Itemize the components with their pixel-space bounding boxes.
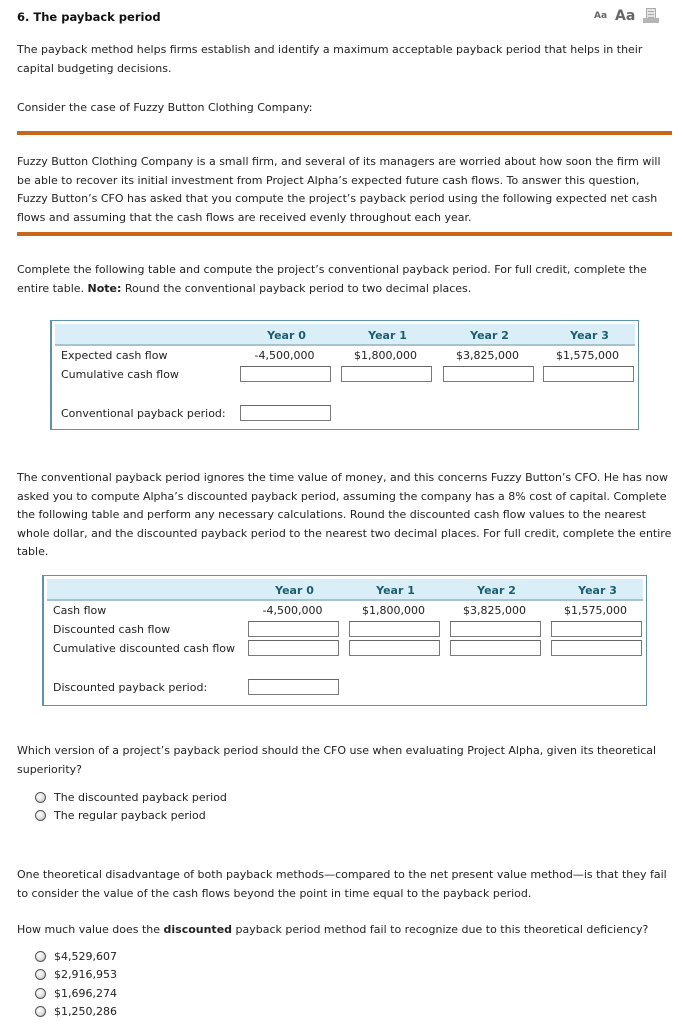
radio-button[interactable] — [35, 810, 46, 821]
discounted-cash-flow-year-0-input[interactable] — [248, 621, 339, 637]
cash-flow-year-0: -4,500,000 — [262, 604, 323, 617]
col-year-2: Year 2 — [477, 584, 516, 597]
radio-button[interactable] — [35, 951, 46, 962]
discounted-payback-input[interactable] — [248, 679, 339, 695]
radio-button[interactable] — [35, 792, 46, 803]
table-header — [55, 324, 635, 346]
intro-paragraph: The payback method helps firms establish and identify a maximum acceptable payback period that helps in their capital budgeting decisions. — [17, 43, 643, 75]
question-payback-version: Which version of a project’s payback period should the CFO use when evaluating Project Alpha, given its theoretical superiority? — [17, 744, 657, 776]
discounted-cash-flow-year-3-input[interactable] — [551, 621, 642, 637]
discounted-cash-flow-year-1-input[interactable] — [349, 621, 440, 637]
row-label-cumulative-discounted-cash-flow: Cumulative discounted cash flow — [53, 642, 235, 655]
cash-flow-year-2: $3,825,000 — [463, 604, 526, 617]
col-year-3: Year 3 — [570, 329, 609, 342]
cumulative-discounted-cash-flow-year-1-input[interactable] — [349, 640, 440, 656]
cumulative-cash-flow-year-1-input[interactable] — [341, 366, 432, 382]
col-year-1: Year 1 — [376, 584, 415, 597]
row-label-expected-cash-flow: Expected cash flow — [61, 349, 168, 362]
conventional-payback-table — [50, 320, 639, 430]
conventional-payback-input[interactable] — [240, 405, 331, 421]
radio-button[interactable] — [35, 1006, 46, 1017]
col-year-1: Year 1 — [368, 329, 407, 342]
disadvantage-text: One theoretical disadvantage of both payback methods—compared to the net present value method—is that they fail to consider the value of the cash flows beyond the point in time equal to the payback period. — [17, 868, 667, 900]
divider-top — [17, 131, 672, 135]
question-title: 6. The payback period — [17, 10, 161, 24]
row-label-cash-flow: Cash flow — [53, 604, 107, 617]
expected-cash-flow-year-0: -4,500,000 — [254, 349, 315, 362]
question-unrecognized-value: How much value does the discounted payback period method fail to recognize due to this theoretical deficiency? — [17, 923, 649, 936]
font-large-button[interactable]: Aa — [615, 8, 636, 24]
col-year-3: Year 3 — [578, 584, 617, 597]
radio-button[interactable] — [35, 969, 46, 980]
cumulative-discounted-cash-flow-year-2-input[interactable] — [450, 640, 541, 656]
case-intro: Consider the case of Fuzzy Button Clothing Company: — [17, 101, 313, 114]
cumulative-cash-flow-year-0-input[interactable] — [240, 366, 331, 382]
expected-cash-flow-year-1: $1,800,000 — [354, 349, 417, 362]
instructions-conventional: Complete the following table and compute the project’s conventional payback period. For full credit, complete the entire table. Note: Round the conventional payback period to two decimal places. — [17, 263, 647, 295]
cumulative-cash-flow-year-3-input[interactable] — [543, 366, 634, 382]
col-year-0: Year 0 — [275, 584, 314, 597]
option-value-4[interactable]: $1,250,286 — [35, 1005, 117, 1018]
col-year-0: Year 0 — [267, 329, 306, 342]
option-value-2[interactable]: $2,916,953 — [35, 968, 117, 981]
divider-bottom — [17, 232, 672, 236]
print-icon[interactable] — [643, 8, 659, 24]
option-discounted-payback[interactable]: The discounted payback period — [35, 791, 227, 804]
cash-flow-year-3: $1,575,000 — [564, 604, 627, 617]
font-small-button[interactable]: Aa — [594, 11, 608, 21]
cash-flow-year-1: $1,800,000 — [362, 604, 425, 617]
row-label-cumulative-cash-flow: Cumulative cash flow — [61, 368, 179, 381]
emphasis-discounted: discounted — [163, 923, 233, 936]
scenario-text: Fuzzy Button Clothing Company is a small firm, and several of its managers are worried about how soon the firm will be able to recover its initial investment from Project Alpha’s expected future cash flows. To answer this question, Fuzzy Button’s CFO has asked that you compute the project’s payback period using the following expected net cash flows and assuming that the cash flows are received evenly throughout each year. — [17, 155, 661, 224]
table-header — [47, 579, 643, 601]
radio-button[interactable] — [35, 988, 46, 999]
option-value-1[interactable]: $4,529,607 — [35, 950, 117, 963]
cumulative-discounted-cash-flow-year-3-input[interactable] — [551, 640, 642, 656]
expected-cash-flow-year-2: $3,825,000 — [456, 349, 519, 362]
discounted-payback-table — [42, 575, 647, 706]
row-label-discounted-cash-flow: Discounted cash flow — [53, 623, 171, 636]
cumulative-cash-flow-year-2-input[interactable] — [443, 366, 534, 382]
discounted-cash-flow-year-2-input[interactable] — [450, 621, 541, 637]
option-value-3[interactable]: $1,696,274 — [35, 987, 117, 1000]
conventional-payback-label: Conventional payback period: — [61, 407, 226, 420]
toolbar — [594, 8, 659, 24]
option-regular-payback[interactable]: The regular payback period — [35, 809, 206, 822]
note-label: Note: — [87, 281, 122, 295]
col-year-2: Year 2 — [470, 329, 509, 342]
instructions-discounted: The conventional payback period ignores the time value of money, and this concerns Fuzzy Button’s CFO. He has now asked you to compute Alpha’s discounted payback period, assuming the company has a 8% cost of capital. Complete the following table and perform any necessary calculations. Round the discounted cash flow values to the nearest whole dollar, and the discounted payback period to the nearest two decimal places. For full credit, complete the entire table. — [17, 471, 672, 558]
expected-cash-flow-year-3: $1,575,000 — [556, 349, 619, 362]
discounted-payback-label: Discounted payback period: — [53, 681, 208, 694]
cumulative-discounted-cash-flow-year-0-input[interactable] — [248, 640, 339, 656]
